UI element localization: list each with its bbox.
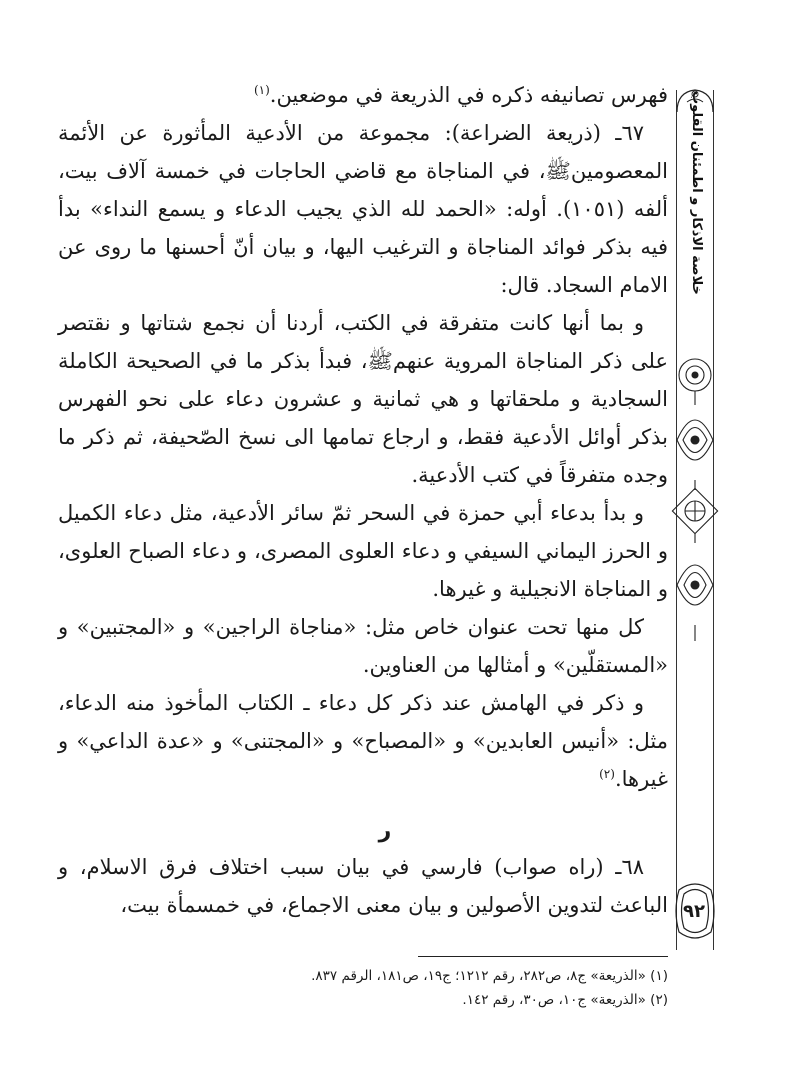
footnote-ref-1: (١): [253, 83, 270, 97]
footnote-2: (٢) «الذريعة» ج١٠، ص٣٠، رقم ١٤٢.: [462, 992, 668, 1008]
page-number: ٩٢: [683, 900, 705, 922]
paragraph-7: ٦٨ـ (راه صواب) فارسي في بيان سبب اختلاف فرق الاسلام، و الباعث لتدوين الأصولين و بيان معنى الاجماع، في خمسمأة بيت،: [58, 855, 668, 917]
paragraph-6: و ذكر في الهامش عند ذكر كل دعاء ـ الكتاب المأخوذ منه الدعاء، مثل: «أنيس العابدين» و «المصباح» و «المجتنى» و «عدة الداعي» و غيرها.$^{(٢)}$: [58, 691, 668, 791]
footnotes: [200, 964, 668, 1012]
paragraph-5: كل منها تحت عنوان خاص مثل: «مناجاة الراجين» و «المجتبين» و «المستقلّين» و أمثالها من العناوين.: [58, 615, 668, 677]
medallion-ornament-icon: [671, 345, 719, 645]
paragraph-2: ٦٧ـ (ذريعة الضراعة): مجموعة من الأدعية المأثورة عن الأئمة المعصومينﷺ، في المناجاة مع قاضي الحاجات في خمسة آلاف بيت، ألفه (١٠٥١). أوله: «الحمد لله الذي يجيب الدعاء و يسمع النداء» بدأ فيه بذكر فوائد المناجاة و الترغيب اليها، و بيان أنّ أحسنها ما روى عن الامام السجاد. قال:: [58, 121, 668, 297]
paragraph-1: فهرس تصانيفه ذكره في الذريعة في موضعين.$^{(١)}$: [253, 83, 668, 107]
running-title: خلاصة الاذكار و اطمئنان القلوب: [689, 91, 704, 295]
main-text-continued: [58, 848, 668, 924]
footnote-1: (١) «الذريعة» ج٨، ص٢٨٢، رقم ١٢١٢؛ ج١٩، ص١٨١، الرقم ٨٣٧.: [311, 968, 668, 984]
footnote-ref-2: (٢): [599, 767, 615, 781]
section-letter: ر: [378, 818, 392, 843]
paragraph-3: و بما أنها كانت متفرقة في الكتب، أردنا أن نجمع شتاتها و نقتصر على ذكر المناجاة المروية عنهمﷺ، فبدأ بذكر ما في الصحيحة الكاملة السجادية و ملحقاتها و هي ثمانية و عشرون دعاء على نحو الفهرس بذكر أوائل الأدعية فقط، و ارجاع تمامها الى نسخ الصّحيفة، ثم ذكر ما وجده متفرقاً في كتب الأدعية.: [58, 311, 668, 487]
paragraph-4: و بدأ بدعاء أبي حمزة في السحر ثمّ سائر الأدعية، مثل دعاء الكميل و الحرز اليماني السيفي و دعاء العلوى المصرى، و دعاء الصباح العلوى، و المناجاة الانجيلية و غيرها.: [58, 501, 668, 601]
footnote-divider: [418, 956, 668, 957]
main-text: [58, 76, 668, 798]
